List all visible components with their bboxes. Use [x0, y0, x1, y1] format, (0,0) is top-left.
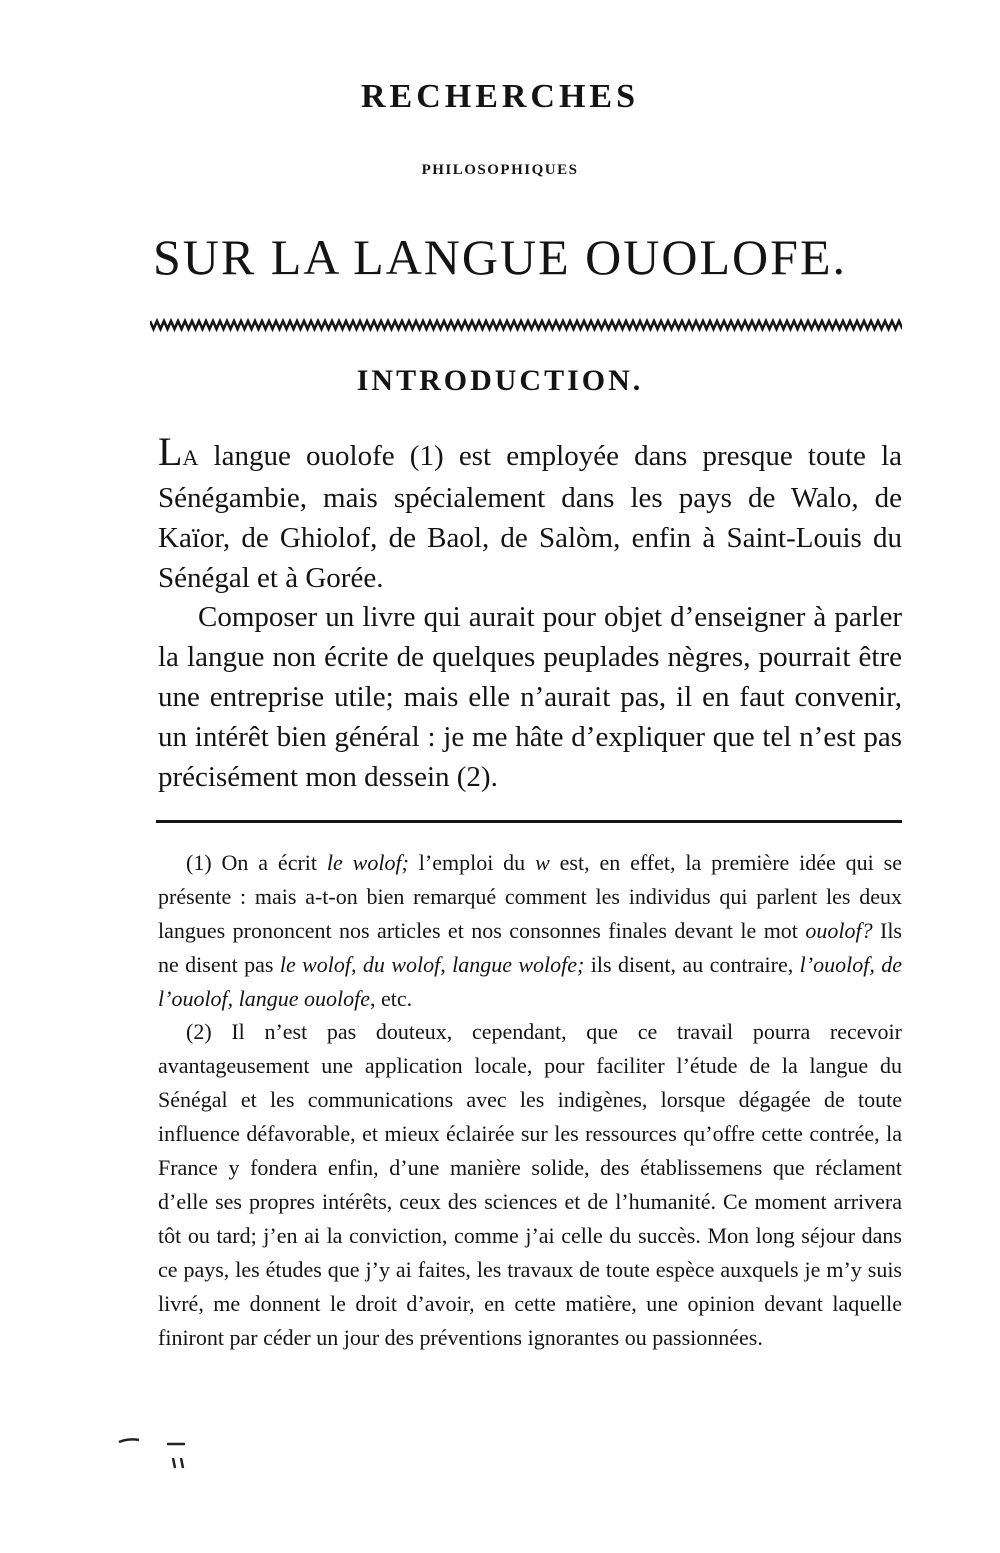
- title-philosophiques: PHILOSOPHIQUES: [421, 162, 579, 178]
- paragraph-1: [158, 429, 902, 598]
- footnote-1-text-e: ils disent, au contraire,: [584, 952, 800, 977]
- small-cap-letter: A: [182, 445, 199, 470]
- drop-initial: L: [158, 429, 183, 474]
- footnote-1-text-b: l’emploi du: [408, 850, 536, 875]
- ornamental-rule: [150, 316, 902, 334]
- paragraph-1-text: langue ouolofe (1) est employée dans presque toute la Sénégambie, mais spécialement dans les pays de Walo, de Kaïor, de Ghiolof, de Baol, de Salòm, enfin à Saint-Louis du Sénégal et à Gorée.: [158, 440, 902, 594]
- title-recherches: RECHERCHES: [360, 78, 640, 115]
- title-langue-ouolofe: SUR LA LANGUE OUOLOFE.: [153, 229, 847, 285]
- section-heading-introduction: INTRODUCTION.: [356, 364, 644, 397]
- paragraph-2: Composer un livre qui aurait pour objet d’enseigner à parler la langue non écrite de quelques peuplades nègres, pourrait être une entreprise utile; mais elle n’aurait pas, il en faut convenir, un intérêt bien général : je me hâte d’expliquer que tel n’est pas précisément mon dessein (2).: [158, 601, 902, 793]
- footnote-1-text-a: (1) On a écrit: [186, 850, 327, 875]
- footnote-1-text-d: Ils ne disent pas: [158, 918, 902, 977]
- footnote-1-italic-e: l’ouolof, de l’ouolof, langue ouolofe: [158, 952, 902, 1011]
- footnote-divider: [156, 820, 902, 823]
- footnote-1-italic-d: le wolof, du wolof, langue wolofe;: [279, 952, 585, 977]
- footnote-1-italic-a: le wolof;: [326, 850, 409, 875]
- footnote-1: [158, 846, 902, 1016]
- footnote-1-italic-b: w: [535, 850, 550, 875]
- footnote-1-text-c: est, en effet, la première idée qui se présente : mais a-t-on bien remarqué comment les individus qui parlent les deux langues prononcent nos articles et nos consonnes finales devant le mot: [158, 850, 902, 943]
- footnote-2: (2) Il n’est pas douteux, cependant, que ce travail pourra recevoir avantageusement une application locale, pour faciliter l’étude de la langue du Sénégal et les communications avec les indigènes, lorsque dégagée de toute influence défavorable, et mieux éclairée sur les ressources qu’offre cette contrée, la France y fondera enfin, d’une manière solide, des établissemens que réclament d’elle ses propres intérêts, ceux des sciences et de l’humanité. Ce moment arrivera tôt ou tard; j’en ai la conviction, comme j’ai celle du succès. Mon long séjour dans ce pays, les études que j’y ai faites, les travaux de toute espèce auxquels je m’y suis livré, me donnent le droit d’avoir, en cette matière, une opinion devant laquelle finiront par céder un jour des préventions ignorantes ou passionnées.: [158, 1019, 902, 1350]
- footnote-1-text-f: , etc.: [370, 986, 413, 1011]
- footnote-1-italic-c: ouolof?: [805, 918, 873, 943]
- ink-mark-icon: [117, 1432, 189, 1472]
